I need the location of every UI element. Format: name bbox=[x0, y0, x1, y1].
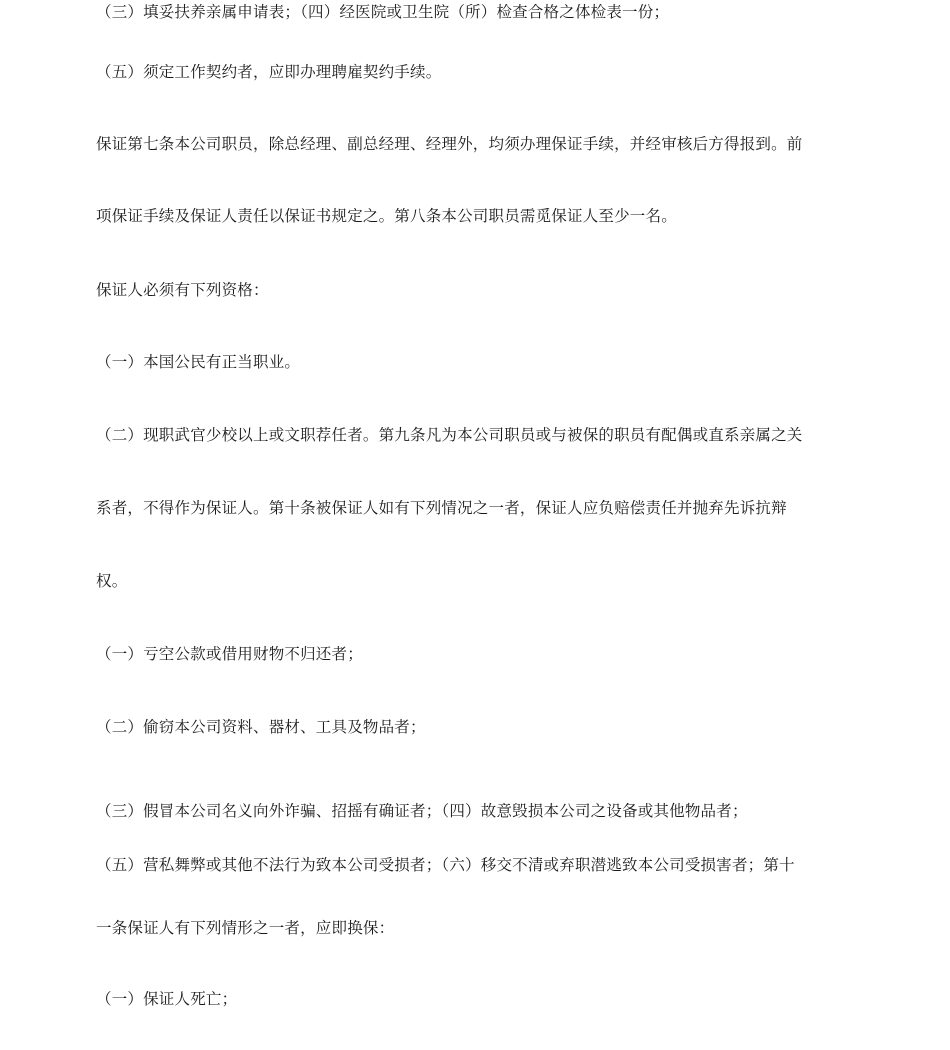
text-line-3: 保证第七条本公司职员，除总经理、副总经理、经理外，均须办理保证手续，并经审核后方得报到。前 bbox=[96, 135, 803, 153]
text-line-10: （一）亏空公款或借用财物不归还者； bbox=[96, 645, 363, 663]
text-line-15: （一）保证人死亡； bbox=[96, 990, 238, 1008]
text-line-9: 权。 bbox=[96, 572, 128, 590]
text-line-8: 系者，不得作为保证人。第十条被保证人如有下列情况之一者，保证人应负赔偿责任并抛弃先诉抗辩 bbox=[96, 499, 787, 517]
text-line-6: （一）本国公民有正当职业。 bbox=[96, 353, 301, 371]
text-line-14: 一条保证人有下列情形之一者，应即换保： bbox=[96, 919, 395, 937]
text-line-7: （二）现职武官少校以上或文职荐任者。第九条凡为本公司职员或与被保的职员有配偶或直系亲属之关 bbox=[96, 426, 803, 444]
text-line-2: （五）须定工作契约者，应即办理聘雇契约手续。 bbox=[96, 63, 442, 81]
text-line-11: （二）偷窃本公司资料、器材、工具及物品者； bbox=[96, 718, 426, 736]
text-line-12: （三）假冒本公司名义向外诈骗、招摇有确证者；（四）故意毁损本公司之设备或其他物品者； bbox=[96, 802, 748, 820]
text-line-13: （五）营私舞弊或其他不法行为致本公司受损者；（六）移交不清或弃职潜逃致本公司受损害者；第十 bbox=[96, 856, 795, 874]
text-line-4: 项保证手续及保证人责任以保证书规定之。第八条本公司职员需觅保证人至少一名。 bbox=[96, 207, 677, 225]
text-line-5: 保证人必须有下列资格： bbox=[96, 281, 269, 299]
text-line-1: （三）填妥扶养亲属申请表；（四）经医院或卫生院（所）检查合格之体检表一份； bbox=[96, 3, 670, 21]
